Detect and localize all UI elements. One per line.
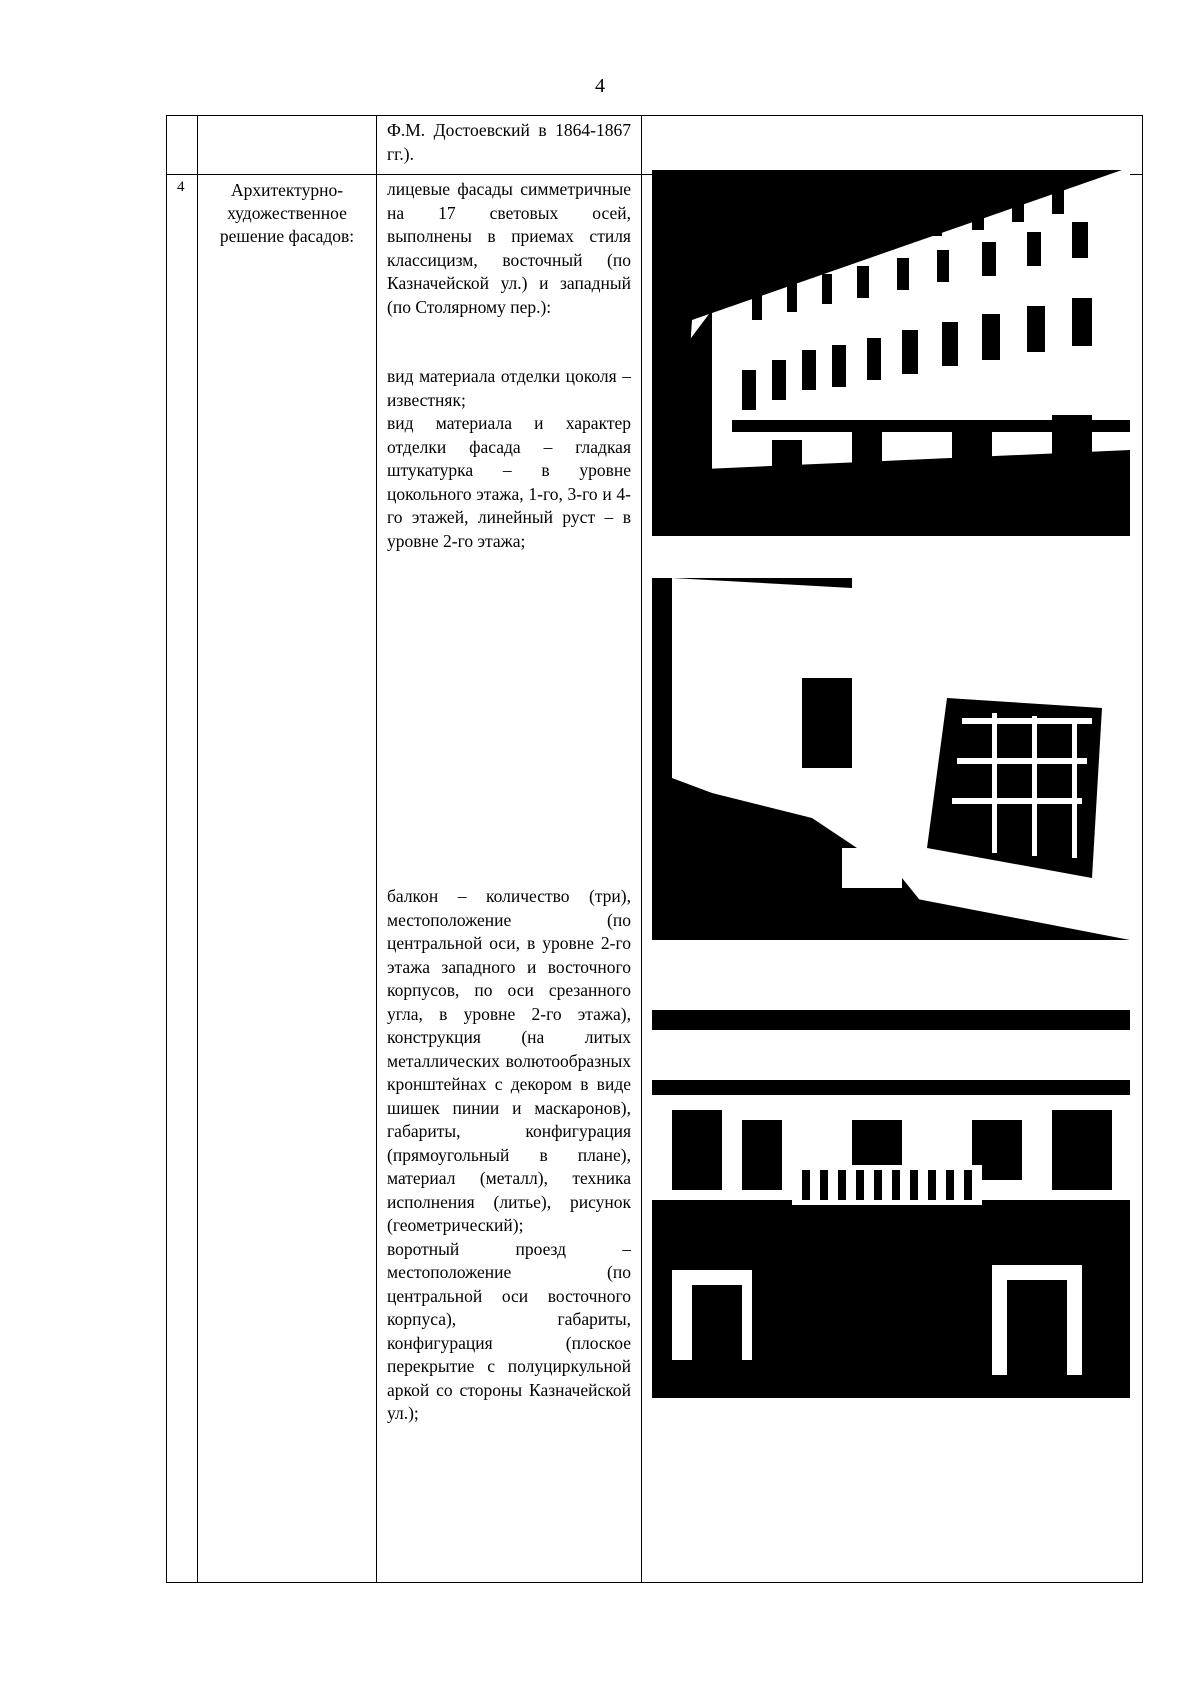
- section-cell: [198, 116, 377, 175]
- description-cell: [377, 175, 642, 1583]
- number-cell: [167, 116, 198, 175]
- facade-paragraph: лицевые фасады симметричные на 17 световых осей, выполнены в приемах стиля классицизм, восточный (по Казначейской ул.) и западный (по Столярному пер.):: [387, 179, 631, 317]
- angled-view-photo: [652, 578, 1130, 940]
- description-text: Ф.М. Достоевский в 1864-1867 гг.).: [387, 120, 631, 164]
- balcony-photo: [652, 970, 1130, 1398]
- balcony-paragraph: балкон – количество (три), местоположение (по центральной оси, в уровне 2-го этажа западного и восточного корпусов, по оси срезанного угла, в уровне 2-го этажа), конструкция (на литых металлических волютообразных кронштейнах с декором в виде шишек пинии и маскаронов), габариты, конфигурация (прямоугольный в плане), материал (металл), техника исполнения (литье), рисунок (геометрический);: [387, 886, 631, 1235]
- number-cell: [167, 175, 198, 1583]
- facade-photo: [652, 170, 1130, 536]
- page-number: 4: [595, 75, 605, 97]
- row-number: 4: [177, 179, 185, 195]
- description-text: [377, 175, 641, 1426]
- photo-cell: [642, 116, 1143, 175]
- plinth-paragraph: вид материала отделки цоколя – известняк;: [387, 366, 631, 410]
- gateway-paragraph: воротный проезд – местоположение (по центральной оси восточного корпуса), габариты, конфигурация (плоское перекрытие с полуциркульной аркой со стороны Казначейской ул.);: [387, 1238, 631, 1423]
- finish-paragraph: вид материала и характер отделки фасада – гладкая штукатурка – в уровне цокольного этажа, 1-го, 3-го и 4-го этажей, линейный руст – в уровне 2-го этажа;: [387, 413, 631, 551]
- description-cell: [377, 116, 642, 175]
- table-row: [167, 116, 1143, 175]
- section-title: Архитектурно-художественное решение фасадов:: [219, 180, 355, 246]
- section-cell: [198, 175, 377, 1583]
